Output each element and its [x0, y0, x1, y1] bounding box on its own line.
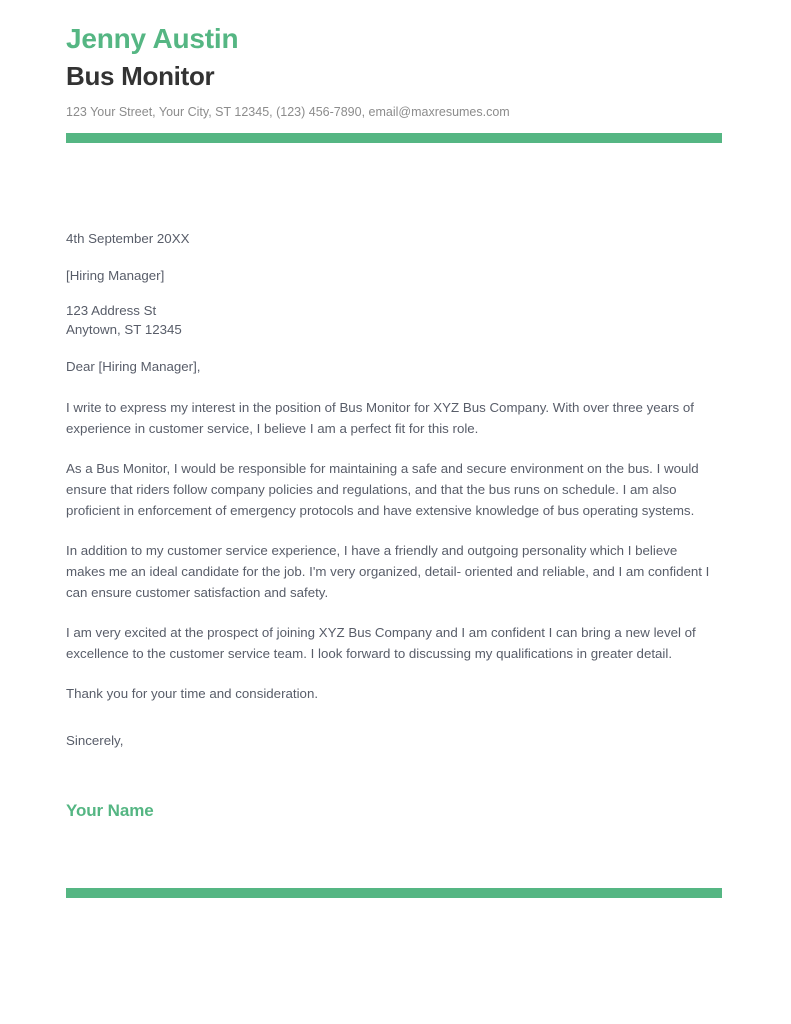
top-accent-bar	[66, 133, 722, 143]
body-paragraph: As a Bus Monitor, I would be responsible for maintaining a safe and secure environment on the bus. I would ensure that riders follow company policies and regulations, and that the bus runs on schedule. I am also proficient in enforcement of emergency protocols and have extensive knowledge of bus operating systems.	[66, 460, 699, 518]
contact-info-line: 123 Your Street, Your City, ST 12345, (123) 456-7890, email@maxresumes.com	[66, 105, 510, 120]
letter-date: 4th September 20XX	[66, 231, 190, 246]
body-paragraph: I am very excited at the prospect of joining XYZ Bus Company and I am confident I can bring a new level of excellence to the customer service team. I look forward to discussing my qualifications in greater detail.	[66, 624, 696, 661]
body-paragraph: Thank you for your time and consideration.	[66, 685, 319, 701]
salutation: Dear [Hiring Manager],	[66, 358, 201, 374]
recipient-address	[66, 302, 720, 340]
address-line: Anytown, ST 12345	[66, 321, 182, 337]
body-paragraph: In addition to my customer service experience, I have a friendly and outgoing personality which I believe makes me an ideal candidate for the job. I'm very organized, detail- oriented and reliable, and I am confident I can ensure customer satisfaction and safety.	[66, 542, 710, 600]
job-title: Bus Monitor	[66, 61, 215, 92]
recipient-name: [Hiring Manager]	[66, 268, 165, 283]
address-line: 123 Address St	[66, 303, 157, 318]
letter-body	[66, 228, 720, 751]
signature-name: Your Name	[66, 801, 154, 820]
bottom-accent-bar	[66, 888, 722, 898]
letter-header	[0, 0, 791, 122]
closing-salutation: Sincerely,	[66, 732, 124, 748]
applicant-name: Jenny Austin	[66, 23, 239, 54]
body-paragraph: I write to express my interest in the position of Bus Monitor for XYZ Bus Company. With over three years of experience in customer service, I believe I am a perfect fit for this role.	[66, 399, 694, 436]
